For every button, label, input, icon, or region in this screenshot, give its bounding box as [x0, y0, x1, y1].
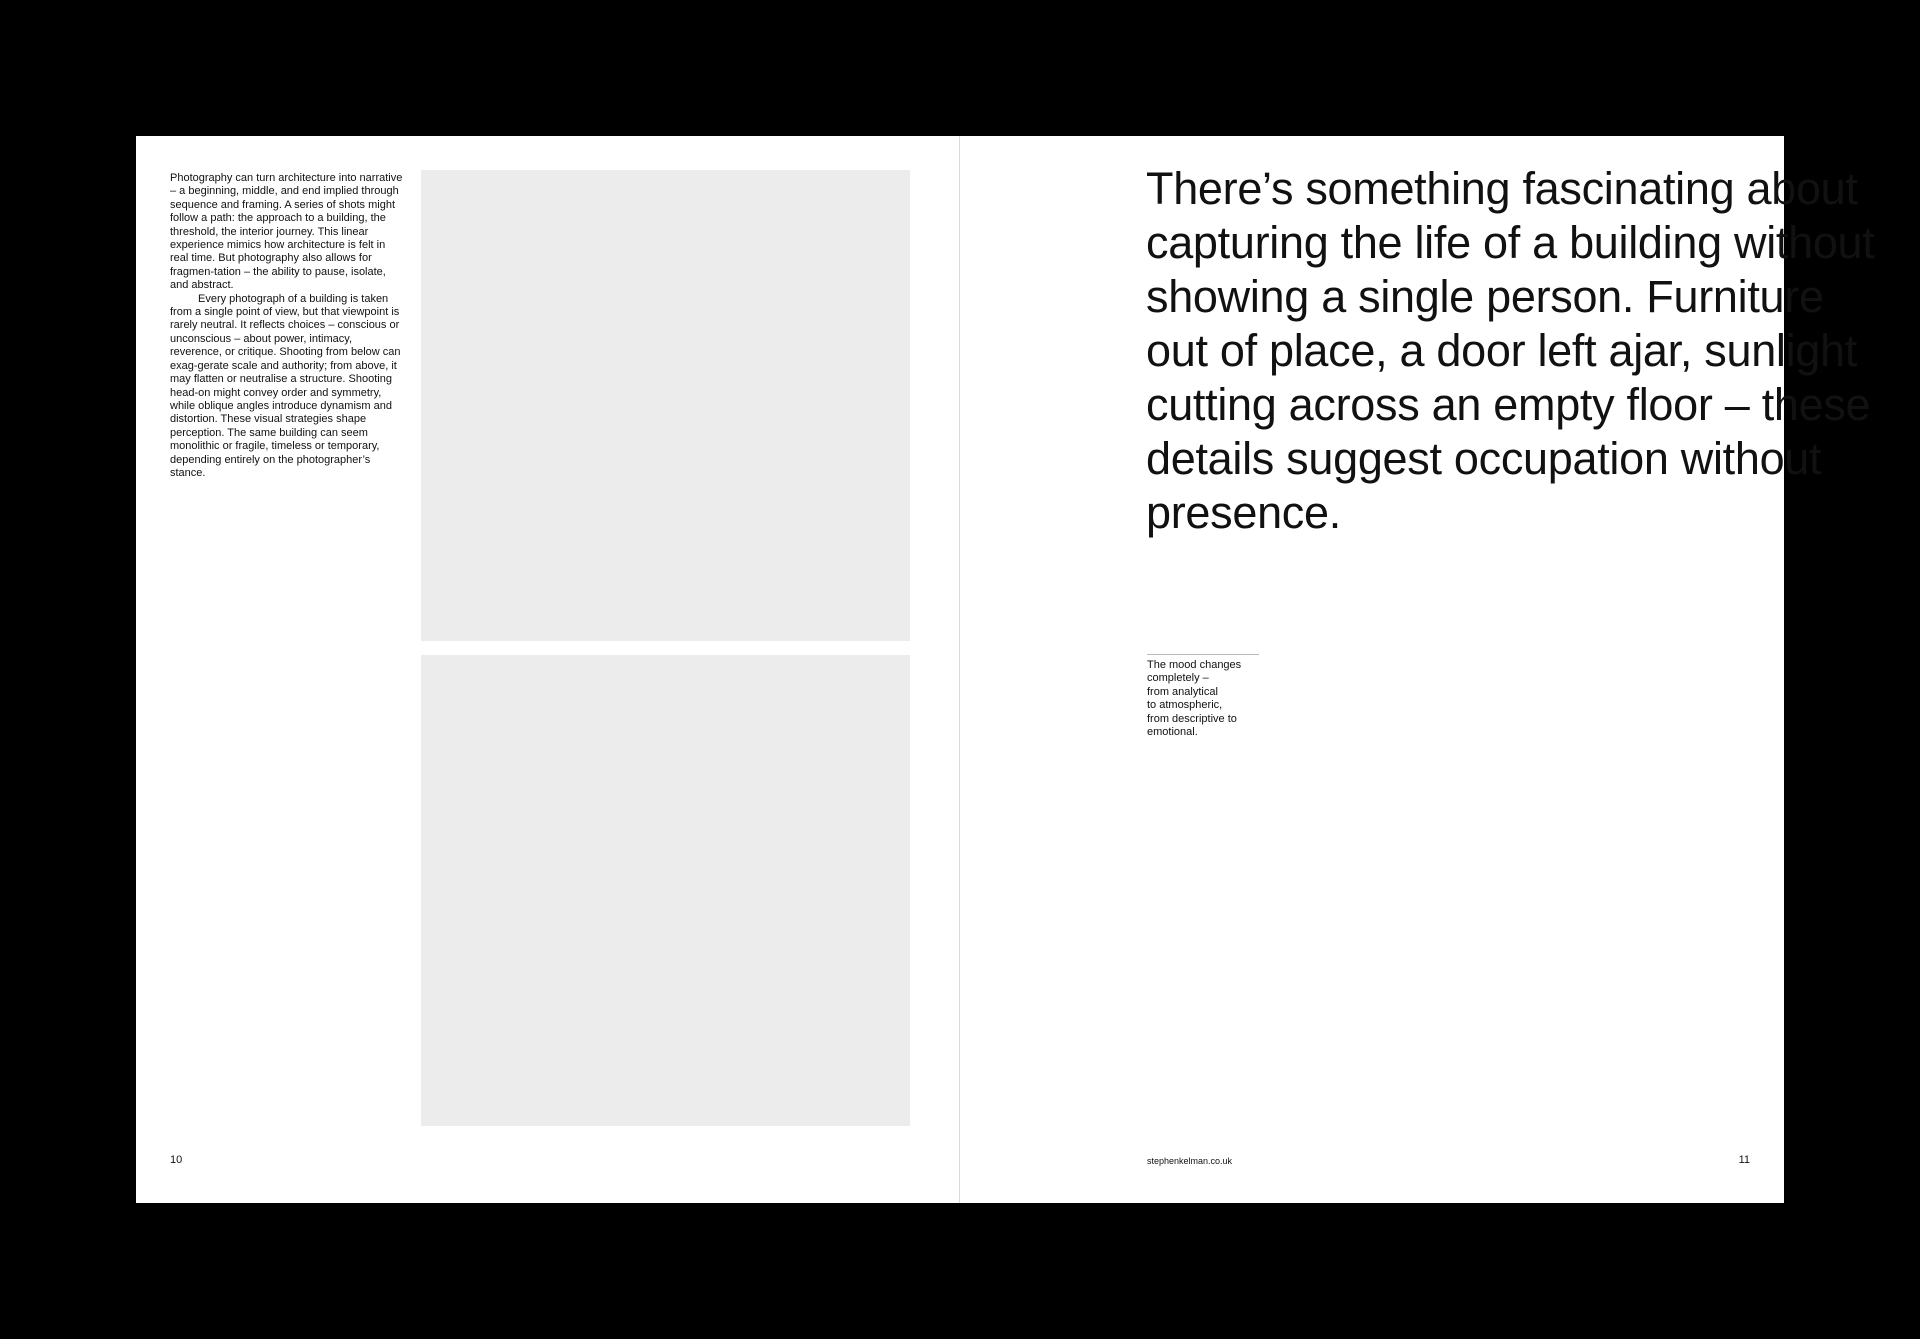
pull-quote: There’s something fascinating about capturing the life of a building without showing a single person. Furniture out of place, a door left ajar, sunlight cutting across an empty floor – these details suggest occupation without presence.: [1146, 163, 1875, 538]
page-number-left: 10: [170, 1154, 183, 1166]
gutter-line: [959, 136, 960, 1203]
page-number-right: 11: [1738, 1154, 1750, 1166]
caption-text: The mood changes completely – from analytical to atmospheric, from descriptive to emotional.: [1147, 659, 1242, 739]
body-text-column: [170, 172, 406, 480]
body-paragraph-2: Every photograph of a building is taken from a single point of view, but that viewpoint is rarely neutral. It reflects choices – conscious or unconscious – about power, intimacy, reverence, or critique. Shooting from below can exag-gerate scale and authority; from above, it may flatten or neutralise a structure. Shooting head-on might convey order and symmetry, while oblique angles introduce dynamism and distortion. These visual strategies shape perception. The same building can seem monolithic or fragile, timeless or temporary, depending entirely on the photographer’s stance.: [170, 292, 401, 479]
body-paragraph-1: Photography can turn architecture into narrative – a beginning, middle, and end implied through sequence and framing. A series of shots might follow a path: the approach to a building, the threshold, the interior journey. This linear experience mimics how architecture is felt in real time. But photography also allows for fragmen-tation – the ability to pause, isolate, and abstract.: [170, 172, 403, 292]
caption-divider: [1147, 654, 1259, 655]
magazine-spread: [136, 136, 1875, 1203]
website-url: stephenkelman.co.uk: [1147, 1156, 1233, 1166]
image-placeholder-bottom: [421, 655, 910, 1126]
image-placeholder-top: [421, 170, 910, 641]
